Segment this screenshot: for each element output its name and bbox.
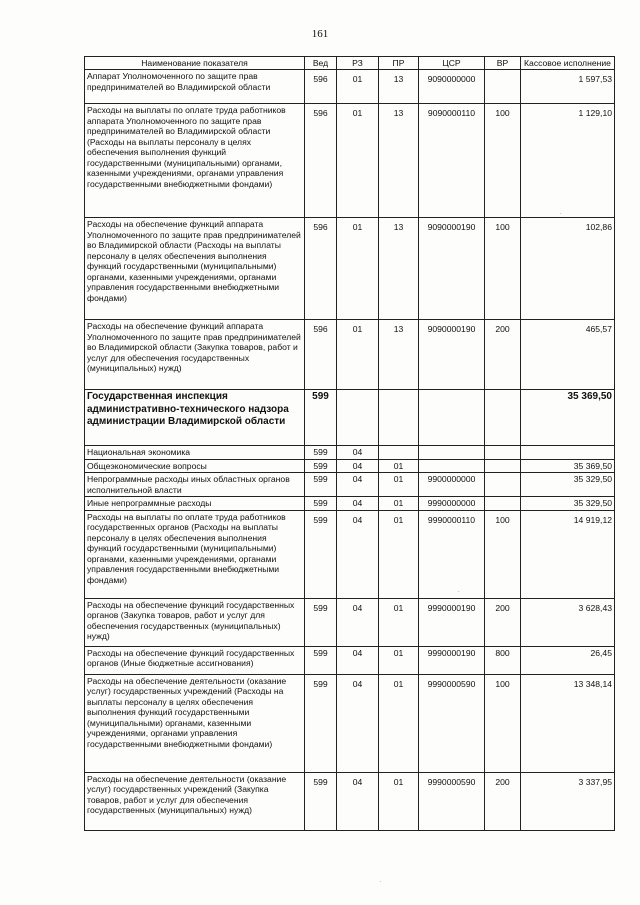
row-pr-cell: 01 [379,459,419,472]
row-rz-cell: 04 [337,459,379,472]
row-pr-cell: 01 [379,473,419,497]
row-pr-cell: 01 [379,646,419,674]
row-amount-cell: 26,45 [521,646,615,674]
row-csr-cell [419,446,485,459]
row-name-cell: Национальная экономика [85,446,305,459]
row-name-cell: Государственная инспекция административно-технического надзора администрации Владимирской области [85,390,305,446]
row-rz-cell: 04 [337,646,379,674]
table-row [85,446,615,459]
table-row [85,459,615,472]
row-rz-cell: 04 [337,598,379,646]
row-vr-cell: 100 [485,510,521,598]
row-amount-cell: 14 919,12 [521,510,615,598]
row-pr-cell [379,390,419,446]
row-name-cell: Аппарат Уполномоченного по защите прав предпринимателей во Владимирской области [85,70,305,104]
row-ved-cell: 599 [305,473,337,497]
row-rz-cell [337,390,379,446]
row-ved-cell: 599 [305,772,337,830]
table-row [85,646,615,674]
row-name-cell: Расходы на обеспечение функций государственных органов (Закупка товаров, работ и услуг для обеспечения государственных (муниципальных) нужд) [85,598,305,646]
table-row [85,510,615,598]
table-row [85,598,615,646]
row-vr-cell: 100 [485,218,521,320]
table-row [85,473,615,497]
row-amount-cell: 1 597,53 [521,70,615,104]
row-rz-cell: 04 [337,473,379,497]
row-csr-cell [419,459,485,472]
row-csr-cell: 9990000000 [419,497,485,510]
table-row [85,104,615,218]
page-number: 161 [311,28,329,40]
row-amount-cell: 35 369,50 [521,390,615,446]
row-vr-cell: 100 [485,104,521,218]
row-ved-cell: 596 [305,70,337,104]
row-vr-cell [485,390,521,446]
scan-speck: . [380,878,382,884]
row-amount-cell: 3 337,95 [521,772,615,830]
row-name-cell: Расходы на выплаты по оплате труда работников аппарата Уполномоченного по защите прав предпринимателей во Владимирской области (Расходы на выплаты персоналу в целях обеспечения выполнения функций государственными (муниципальными) органами, казенными учреждениями, органами управления государственными внебюджетными фондами) [85,104,305,218]
row-amount-cell: 35 329,50 [521,473,615,497]
row-pr-cell: 13 [379,70,419,104]
row-pr-cell: 01 [379,598,419,646]
row-csr-cell [419,390,485,446]
row-pr-cell: 01 [379,497,419,510]
row-vr-cell: 800 [485,646,521,674]
row-vr-cell [485,446,521,459]
row-vr-cell: 100 [485,674,521,772]
row-ved-cell: 599 [305,446,337,459]
row-pr-cell: 13 [379,320,419,390]
row-amount-cell: 35 369,50 [521,459,615,472]
row-amount-cell: 465,57 [521,320,615,390]
row-csr-cell: 9900000000 [419,473,485,497]
row-name-cell: Расходы на обеспечение деятельности (оказание услуг) государственных учреждений (Закупка товаров, работ и услуг для обеспечения государственных (муниципальных) нужд) [85,772,305,830]
table-row [85,70,615,104]
table-row [85,674,615,772]
row-rz-cell: 04 [337,772,379,830]
row-vr-cell: 200 [485,320,521,390]
row-name-cell: Расходы на обеспечение функций аппарата Уполномоченного по защите прав предпринимателей во Владимирской области (Закупка товаров, работ и услуг для обеспечения государственных (муниципальных) нужд) [85,320,305,390]
row-amount-cell [521,446,615,459]
row-csr-cell: 9990000590 [419,772,485,830]
table-row [85,497,615,510]
row-name-cell: Расходы на выплаты по оплате труда работников государственных органов (Расходы на выплаты персоналу в целях обеспечения выполнения функций государственными (муниципальными) органами, казенными учреждениями, органами управления государственными внебюджетными фондами) [85,510,305,598]
row-name-cell: Расходы на обеспечение деятельности (оказание услуг) государственных учреждений (Расходы на выплаты персоналу в целях обеспечения выполнения функций государственными (муниципальными) органами, казенными учреждениями, органами управления государственными внебюджетными фондами) [85,674,305,772]
row-name-cell: Общеэкономические вопросы [85,459,305,472]
column-header-name: Наименование показателя [85,57,305,70]
table-row [85,320,615,390]
row-ved-cell: 599 [305,646,337,674]
row-name-cell: Иные непрограммные расходы [85,497,305,510]
row-vr-cell [485,70,521,104]
row-rz-cell: 01 [337,218,379,320]
row-rz-cell: 04 [337,497,379,510]
row-rz-cell: 04 [337,674,379,772]
scan-speck: . [458,588,460,594]
row-rz-cell: 04 [337,446,379,459]
table-body [85,70,615,830]
row-rz-cell: 04 [337,510,379,598]
table-row [85,772,615,830]
row-csr-cell: 9990000110 [419,510,485,598]
row-ved-cell: 599 [305,674,337,772]
column-header-ved: Вед [305,57,337,70]
column-header-pr: ПР [379,57,419,70]
row-vr-cell: 200 [485,598,521,646]
row-vr-cell [485,459,521,472]
row-pr-cell: 01 [379,510,419,598]
row-csr-cell: 9990000590 [419,674,485,772]
table-header-row [85,57,615,70]
row-amount-cell: 35 329,50 [521,497,615,510]
column-header-rz: РЗ [337,57,379,70]
row-name-cell: Расходы на обеспечение функций аппарата Уполномоченного по защите прав предпринимателей во Владимирской области (Расходы на выплаты персоналу в целях обеспечения выполнения функций государственными (муниципальными) органами, казенными учреждениями, органами управления государственными внебюджетными фондами) [85,218,305,320]
row-ved-cell: 599 [305,598,337,646]
row-rz-cell: 01 [337,104,379,218]
row-vr-cell [485,497,521,510]
row-name-cell: Непрограммные расходы иных областных органов исполнительной власти [85,473,305,497]
row-csr-cell: 9090000110 [419,104,485,218]
row-ved-cell: 599 [305,459,337,472]
table-row [85,218,615,320]
row-csr-cell: 9090000190 [419,218,485,320]
row-amount-cell: 13 348,14 [521,674,615,772]
row-amount-cell: 1 129,10 [521,104,615,218]
row-vr-cell: 200 [485,772,521,830]
row-pr-cell: 01 [379,674,419,772]
row-ved-cell: 596 [305,218,337,320]
row-amount-cell: 102,86 [521,218,615,320]
row-csr-cell: 9090000190 [419,320,485,390]
row-csr-cell: 9990000190 [419,646,485,674]
expenditure-table [84,56,615,831]
column-header-csr: ЦСР [419,57,485,70]
row-csr-cell: 9990000190 [419,598,485,646]
row-pr-cell: 13 [379,104,419,218]
row-csr-cell: 9090000000 [419,70,485,104]
scan-speck: . [560,210,562,216]
table-row [85,390,615,446]
row-rz-cell: 01 [337,320,379,390]
row-pr-cell: 01 [379,772,419,830]
row-ved-cell: 599 [305,497,337,510]
row-ved-cell: 599 [305,390,337,446]
row-amount-cell: 3 628,43 [521,598,615,646]
row-pr-cell [379,446,419,459]
row-name-cell: Расходы на обеспечение функций государственных органов (Иные бюджетные ассигнования) [85,646,305,674]
row-ved-cell: 596 [305,320,337,390]
row-ved-cell: 599 [305,510,337,598]
column-header-vr: ВР [485,57,521,70]
row-rz-cell: 01 [337,70,379,104]
row-pr-cell: 13 [379,218,419,320]
row-vr-cell [485,473,521,497]
column-header-amount: Кассовое исполнение [521,57,615,70]
row-ved-cell: 596 [305,104,337,218]
